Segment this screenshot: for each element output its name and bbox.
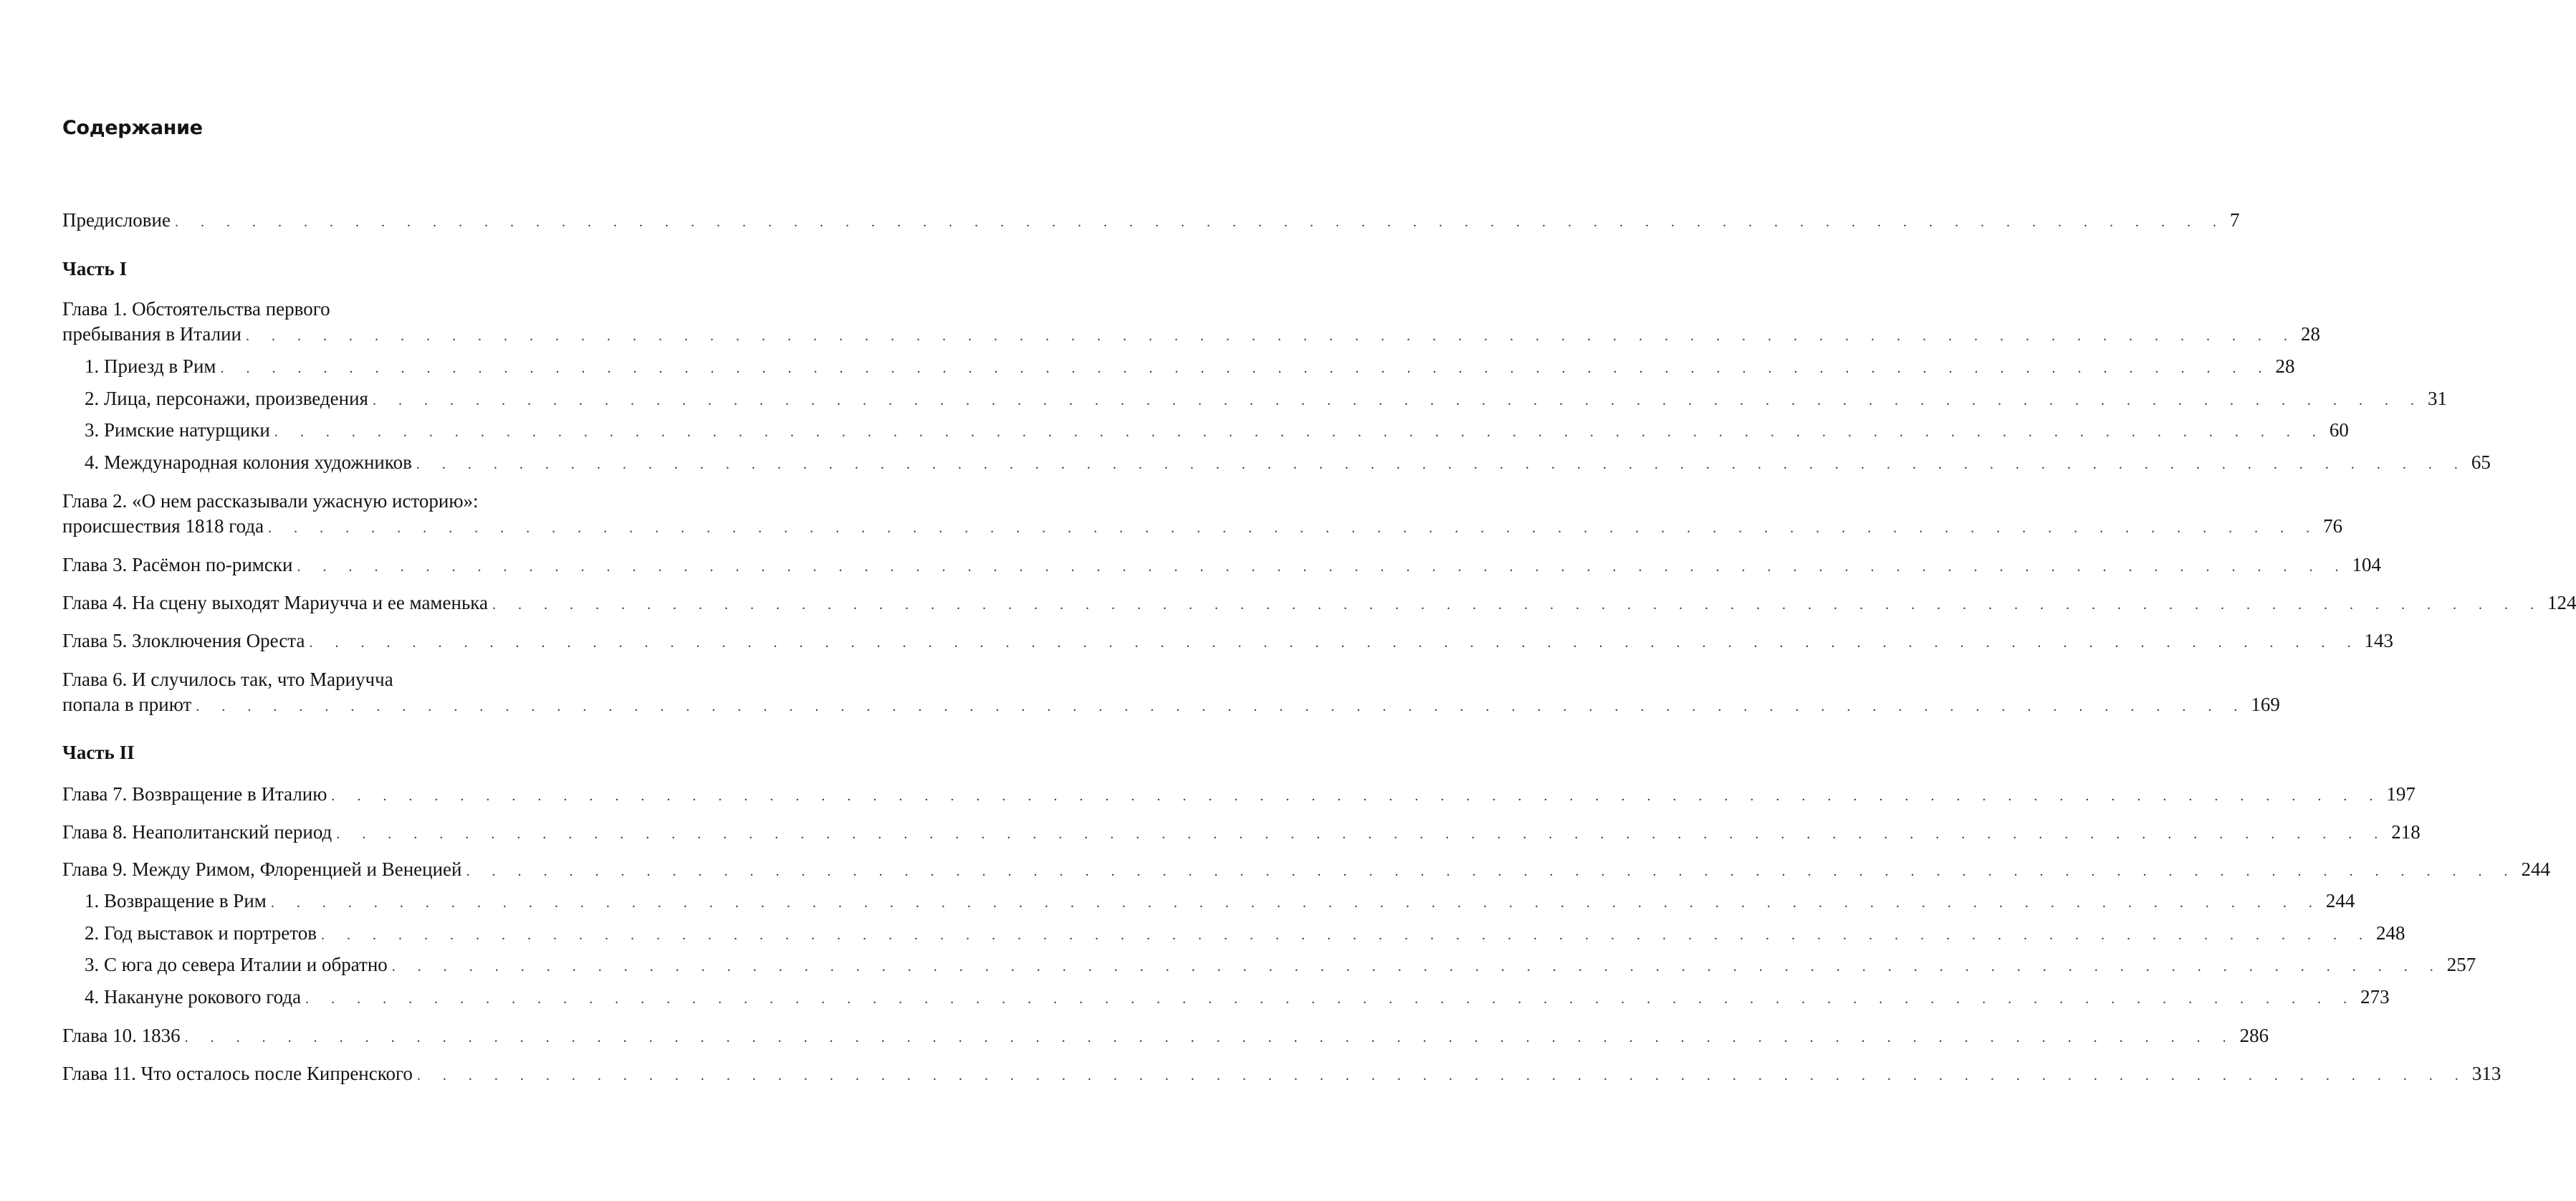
entry-title: пребывания в Италии	[62, 323, 241, 345]
dot-leader: . . . . . . . . . . . . . . . . . . . . . . . . . . . . . . . . . . . . . . . . . . . . . . . . . . . . . . . . . . . . . . . . . . . . . . . . . . . . . . . .	[184, 1030, 2236, 1046]
dot-leader: . . . . . . . . . . . . . . . . . . . . . . . . . . . . . . . . . . . . . . . . . . . . . . . . . . . . . . . . . . . . . . . . . . . . . . . . . . . . . . . .	[270, 895, 2322, 911]
dot-leader: . . . . . . . . . . . . . . . . . . . . . . . . . . . . . . . . . . . . . . . . . . . . . . . . . . . . . . . . . . . . . . . . . . . . . . . . . . . . . . . .	[331, 788, 2383, 804]
toc-subentry	[85, 354, 2295, 381]
entry-title: Глава 2. «О нем рассказывали ужасную историю»:	[62, 490, 479, 512]
entry-title: Глава 5. Злоключения Ореста	[62, 630, 305, 651]
toc-subentry	[85, 418, 2349, 445]
dot-leader: . . . . . . . . . . . . . . . . . . . . . . . . . . . . . . . . . . . . . . . . . . . . . . . . . . . . . . . . . . . . . . . . . . . . . . . . . . . . . . . .	[309, 635, 2360, 651]
page-number: 248	[2375, 922, 2405, 944]
toc-subentry	[85, 889, 2355, 916]
dot-leader: . . . . . . . . . . . . . . . . . . . . . . . . . . . . . . . . . . . . . . . . . . . . . . . . . . . . . . . . . . . . . . . . . . . . . . . . . . . . . . . .	[274, 424, 2325, 440]
toc-subentry	[85, 386, 2447, 413]
toc-entry	[62, 857, 2550, 884]
entry-title: Глава 11. Что осталось после Кипренского	[62, 1063, 413, 1084]
part-heading: Часть II	[62, 742, 135, 763]
toc-entry	[62, 628, 2393, 656]
toc-entry	[62, 782, 2415, 809]
dot-leader: . . . . . . . . . . . . . . . . . . . . . . . . . . . . . . . . . . . . . . . . . . . . . . . . . . . . . . . . . . . . . . . . . . . . . . . . . . . . . . . .	[416, 1068, 2468, 1083]
toc-entry	[62, 1023, 2269, 1051]
dot-leader: . . . . . . . . . . . . . . . . . . . . . . . . . . . . . . . . . . . . . . . . . . . . . . . . . . . . . . . . . . . . . . . . . . . . . . . . . . . . . . . .	[372, 393, 2423, 408]
page-number: 197	[2386, 783, 2415, 805]
dot-leader: . . . . . . . . . . . . . . . . . . . . . . . . . . . . . . . . . . . . . . . . . . . . . . . . . . . . . . . . . . . . . . . . . . . . . . . . . . . . . . . .	[297, 559, 2348, 575]
dot-leader: . . . . . . . . . . . . . . . . . . . . . . . . . . . . . . . . . . . . . . . . . . . . . . . . . . . . . . . . . . . . . . . . . . . . . . . . . . . . . . . .	[492, 597, 2543, 613]
page-number: 143	[2364, 630, 2393, 651]
dot-leader: . . . . . . . . . . . . . . . . . . . . . . . . . . . . . . . . . . . . . . . . . . . . . . . . . . . . . . . . . . . . . . . . . . . . . . . . . . . . . . . .	[320, 927, 2372, 943]
toc-entry	[62, 297, 2320, 349]
toc-subentry	[85, 921, 2405, 948]
toc-entry	[62, 1061, 2501, 1088]
page-number: 7	[2229, 209, 2240, 231]
page-number: 124	[2547, 592, 2576, 613]
page-number: 218	[2391, 821, 2421, 843]
toc-entry	[62, 590, 2576, 618]
entry-title: 3. С юга до севера Италии и обратно	[85, 954, 388, 975]
entry-title: 2. Год выставок и портретов	[85, 922, 317, 944]
toc-entry	[62, 489, 2343, 541]
page-number: 286	[2239, 1025, 2269, 1046]
page-number: 244	[2521, 858, 2550, 880]
entry-title: Глава 9. Между Римом, Флоренцией и Венецией	[62, 858, 462, 880]
entry-title: Глава 1. Обстоятельства первого	[62, 298, 330, 320]
toc-subentry	[85, 985, 2390, 1012]
entry-title: происшествия 1818 года	[62, 515, 264, 537]
entry-title: 1. Приезд в Рим	[85, 355, 216, 377]
dot-leader: . . . . . . . . . . . . . . . . . . . . . . . . . . . . . . . . . . . . . . . . . . . . . . . . . . . . . . . . . . . . . . . . . . . . . . . . . . . . . . . .	[268, 520, 2319, 536]
entry-title: 2. Лица, персонажи, произведения	[85, 388, 368, 409]
toc-entry	[62, 552, 2381, 580]
part-heading: Часть I	[62, 258, 128, 279]
page-number: 76	[2323, 515, 2343, 537]
entry-title: 3. Римские натурщики	[85, 419, 270, 441]
entry-title: попала в приют	[62, 694, 192, 715]
toc-entry	[62, 820, 2421, 847]
dot-leader: . . . . . . . . . . . . . . . . . . . . . . . . . . . . . . . . . . . . . . . . . . . . . . . . . . . . . . . . . . . . . . . . . . . . . . . . . . . . . . . .	[174, 214, 2226, 230]
page-number: 244	[2325, 890, 2355, 911]
page-number: 273	[2360, 986, 2390, 1008]
toc-subentry	[85, 450, 2491, 477]
entry-title: Глава 4. На сцену выходят Мариучча и ее маменька	[62, 592, 488, 613]
page-number: 31	[2427, 388, 2447, 409]
dot-leader: . . . . . . . . . . . . . . . . . . . . . . . . . . . . . . . . . . . . . . . . . . . . . . . . . . . . . . . . . . . . . . . . . . . . . . . . . . . . . . . .	[196, 699, 2247, 714]
page-number: 313	[2471, 1063, 2501, 1084]
entry-title: 1. Возвращение в Рим	[85, 890, 267, 911]
dot-leader: . . . . . . . . . . . . . . . . . . . . . . . . . . . . . . . . . . . . . . . . . . . . . . . . . . . . . . . . . . . . . . . . . . . . . . . . . . . . . . . .	[305, 991, 2357, 1007]
page-number: 65	[2471, 451, 2491, 473]
dot-leader: . . . . . . . . . . . . . . . . . . . . . . . . . . . . . . . . . . . . . . . . . . . . . . . . . . . . . . . . . . . . . . . . . . . . . . . . . . . . . . . .	[416, 456, 2467, 472]
toc-entry	[62, 208, 2240, 235]
entry-title: 4. Международная колония художников	[85, 451, 412, 473]
entry-title: Глава 3. Расёмон по-римски	[62, 554, 293, 575]
entry-title: Глава 6. И случилось так, что Мариучча	[62, 669, 393, 690]
page-number: 104	[2352, 554, 2381, 575]
dot-leader: . . . . . . . . . . . . . . . . . . . . . . . . . . . . . . . . . . . . . . . . . . . . . . . . . . . . . . . . . . . . . . . . . . . . . . . . . . . . . . . .	[336, 826, 2388, 842]
toc-title: Содержание	[62, 117, 203, 139]
page-number: 28	[2275, 355, 2295, 377]
dot-leader: . . . . . . . . . . . . . . . . . . . . . . . . . . . . . . . . . . . . . . . . . . . . . . . . . . . . . . . . . . . . . . . . . . . . . . . . . . . . . . . .	[466, 863, 2517, 879]
toc-subentry	[85, 952, 2476, 980]
page-number: 28	[2300, 323, 2320, 345]
entry-title: Глава 7. Возвращение в Италию	[62, 783, 327, 805]
entry-title: Предисловие	[62, 209, 171, 231]
entry-title: 4. Накануне рокового года	[85, 986, 302, 1008]
dot-leader: . . . . . . . . . . . . . . . . . . . . . . . . . . . . . . . . . . . . . . . . . . . . . . . . . . . . . . . . . . . . . . . . . . . . . . . . . . . . . . . .	[220, 360, 2271, 376]
page-number: 257	[2446, 954, 2476, 975]
dot-leader: . . . . . . . . . . . . . . . . . . . . . . . . . . . . . . . . . . . . . . . . . . . . . . . . . . . . . . . . . . . . . . . . . . . . . . . . . . . . . . . .	[391, 959, 2443, 975]
entry-title: Глава 8. Неаполитанский период	[62, 821, 332, 843]
dot-leader: . . . . . . . . . . . . . . . . . . . . . . . . . . . . . . . . . . . . . . . . . . . . . . . . . . . . . . . . . . . . . . . . . . . . . . . . . . . . . . . .	[245, 328, 2297, 344]
page-number: 169	[2251, 694, 2280, 715]
toc-entry	[62, 667, 2280, 719]
page-number: 60	[2329, 419, 2349, 441]
entry-title: Глава 10. 1836	[62, 1025, 181, 1046]
